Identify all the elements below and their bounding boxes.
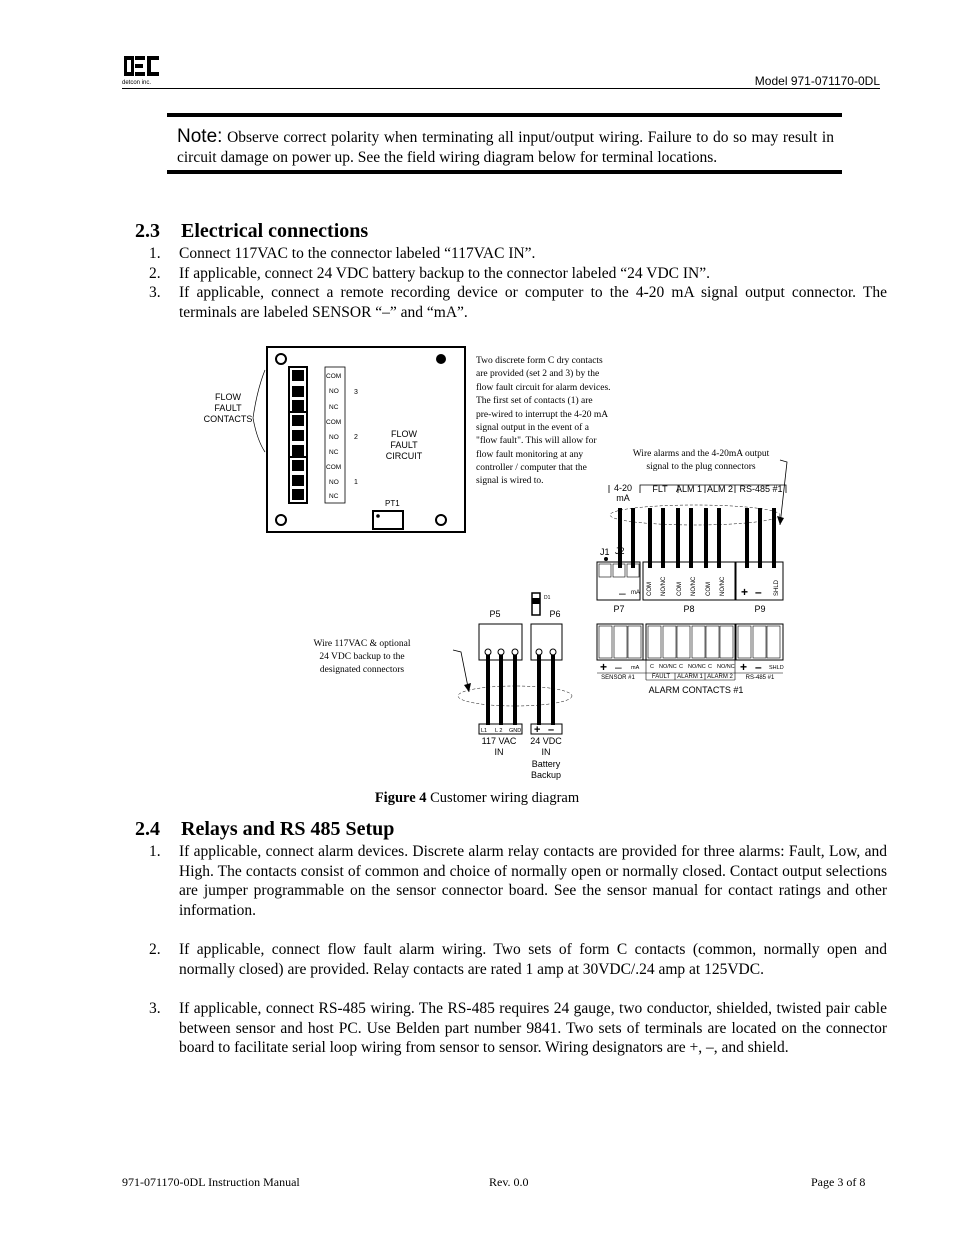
svg-text:L 2: L 2: [495, 728, 503, 734]
svg-text:COM: COM: [677, 582, 683, 596]
list-item: 1. If applicable, connect alarm devices. Discrete alarm relay contacts are provided for three alarms: Fault, Low, and High. The contacts consist of common and choice of normally open or normally closed. Contact output selections are jumper programmable on the sensor connector board. See the sensor manual for contact ratings and other information.: [149, 843, 887, 919]
circuit-label: CIRCUIT: [385, 451, 423, 461]
svg-text:C: C: [708, 664, 712, 670]
relay-steps: [135, 842, 887, 1058]
svg-text:–: –: [755, 585, 762, 599]
svg-text:The first set of contacts (1): The first set of contacts (1) are: [476, 396, 593, 406]
p9-label: P9: [754, 604, 766, 614]
pin-label: NO: [329, 388, 339, 395]
svg-text:D1: D1: [544, 595, 551, 601]
svg-text:Wire 117VAC & optional: Wire 117VAC & optional: [313, 639, 411, 649]
svg-text:IN: IN: [541, 747, 551, 757]
wiring-diagram: [195, 340, 795, 785]
svg-text:pre-wired to interrupt the 4-2: pre-wired to interrupt the 4-20 mA: [476, 410, 609, 420]
svg-text:designated connectors: designated connectors: [319, 665, 405, 675]
header-divider: [122, 88, 880, 89]
pin-label: NC: [329, 493, 339, 500]
svg-text:Battery: Battery: [531, 759, 561, 769]
svg-text:C: C: [679, 664, 683, 670]
svg-text:+: +: [600, 660, 608, 674]
figure-caption: Figure 4 Customer wiring diagram: [374, 790, 580, 806]
svg-text:L1: L1: [481, 728, 488, 734]
section-heading-2-4: 2.4 Relays and RS 485 Setup: [135, 818, 395, 840]
footer-manual: 971-071170-0DL Instruction Manual: [122, 1175, 300, 1189]
svg-text:4-20: 4-20: [613, 483, 633, 493]
svg-text:24 VDC backup to the: 24 VDC backup to the: [319, 652, 405, 662]
list-item: 1. Connect 117VAC to the connector labeled “117VAC IN”.: [149, 245, 536, 262]
svg-text:mA: mA: [631, 590, 640, 596]
svg-text:mA: mA: [631, 665, 640, 671]
svg-text:FAULT: FAULT: [651, 674, 671, 680]
j1-label: J1: [600, 547, 610, 557]
svg-text:–: –: [619, 586, 626, 600]
svg-text:are provided (set 2 and 3) by: are provided (set 2 and 3) by the: [476, 369, 600, 379]
list-item: 2. If applicable, connect 24 VDC battery backup to the connector labeled “24 VDC IN”.: [149, 264, 710, 282]
svg-text:NO/NC: NO/NC: [688, 664, 706, 670]
svg-text:+: +: [741, 585, 749, 599]
circuit-label: FAULT: [390, 440, 418, 450]
p8-label: P8: [683, 604, 695, 614]
contacts-label: FAULT: [214, 403, 242, 413]
svg-text:ALM 1: ALM 1: [675, 484, 703, 494]
svg-text:NO/NC: NO/NC: [717, 664, 735, 670]
note-text: Observe correct polarity when terminating all input/output wiring. Failure to do so may result in circuit damage on power up. See the field wiring diagram below for terminal locations.: [177, 129, 834, 166]
svg-text:Two discrete form C dry contac: Two discrete form C dry contacts: [476, 356, 603, 366]
svg-text:+: +: [534, 724, 541, 736]
list-item: 3. If applicable, connect RS-485 wiring. The RS-485 requires 24 gauge, two conductor, shielded, twisted pair cable between sensor and host PC. Use Belden part number 9841. Two sets of terminals are located on the connector board to facilitate serial loop wiring from sensor to sensor. Wiring designators are +, –, and shield.: [149, 1000, 887, 1056]
note-box: [167, 113, 842, 174]
svg-text:C: C: [650, 664, 654, 670]
svg-text:GND: GND: [509, 728, 522, 734]
svg-text:NO/NC: NO/NC: [691, 576, 697, 596]
contacts-label: CONTACTS: [203, 414, 253, 424]
set-number: 1: [354, 479, 358, 486]
pin-label: COM: [326, 419, 342, 426]
footer-page-number: Page 3 of 8: [811, 1175, 866, 1189]
svg-text:ALARM 1: ALARM 1: [677, 674, 703, 680]
svg-text:flow fault monitoring at any: flow fault monitoring at any: [476, 450, 584, 460]
svg-text:RS-485 #1: RS-485 #1: [739, 484, 783, 494]
set-number: 2: [354, 434, 358, 441]
pin-label: NC: [329, 404, 339, 411]
svg-text:+: +: [740, 660, 748, 674]
detcon-logo: [122, 54, 162, 86]
p7-label: P7: [613, 604, 625, 614]
set-number: 3: [354, 389, 358, 396]
footer-revision: Rev. 0.0: [489, 1175, 529, 1189]
contacts-label: FLOW: [215, 392, 241, 402]
svg-text:NO/NC: NO/NC: [661, 576, 667, 596]
svg-text:ALM 2: ALM 2: [706, 484, 734, 494]
svg-text:IN: IN: [494, 747, 504, 757]
svg-text:COM: COM: [706, 582, 712, 596]
j2-label: J2: [615, 546, 625, 556]
svg-text:signal is wired to.: signal is wired to.: [476, 476, 544, 486]
list-item: 3. If applicable, connect a remote recording device or computer to the 4-20 mA signal output connector. The terminals are labeled SENSOR “–” and “mA”.: [149, 284, 887, 321]
svg-text:signal output in the event of: signal output in the event of a: [476, 423, 589, 433]
svg-text:–: –: [615, 660, 622, 674]
svg-text:–: –: [548, 724, 555, 736]
electrical-steps: [135, 244, 887, 322]
svg-text:controller / computer that the: controller / computer that the: [476, 463, 587, 473]
svg-text:FLT: FLT: [652, 484, 668, 494]
svg-text:signal to the plug connectors: signal to the plug connectors: [646, 462, 756, 472]
svg-text:–: –: [755, 660, 762, 674]
p5-label: P5: [489, 609, 501, 619]
svg-text:NO/NC: NO/NC: [720, 576, 726, 596]
svg-text:24 VDC: 24 VDC: [530, 736, 562, 746]
svg-text:flow fault circuit for alarm d: flow fault circuit for alarm devices.: [476, 383, 611, 393]
svg-text:NO/NC: NO/NC: [659, 664, 677, 670]
pin-label: COM: [326, 464, 342, 471]
svg-text:ALARM 2: ALARM 2: [707, 674, 733, 680]
svg-text:COM: COM: [647, 582, 653, 596]
pin-label: NO: [329, 479, 339, 486]
model-number: Model 971-071170-0DL: [754, 74, 880, 88]
p6-label: P6: [549, 609, 561, 619]
pin-label: NO: [329, 434, 339, 441]
pt1-label: PT1: [385, 499, 400, 508]
svg-text:117 VAC: 117 VAC: [481, 736, 517, 746]
pin-label: COM: [326, 373, 342, 380]
svg-text:"flow fault". This will allow: "flow fault". This will allow for: [476, 436, 597, 446]
svg-text:SHLD: SHLD: [774, 579, 780, 596]
svg-text:SHLD: SHLD: [769, 665, 784, 671]
svg-text:RS-485 #1: RS-485 #1: [745, 675, 775, 681]
svg-text:mA: mA: [616, 493, 630, 503]
svg-text:SENSOR #1: SENSOR #1: [601, 675, 635, 681]
list-item: 2. If applicable, connect flow fault alarm wiring. Two sets of form C contacts (common, normally open and normally closed) are provided. Relay contacts are rated 1 amp at 30VDC/.24 amp at 125VDC.: [149, 941, 887, 978]
svg-text:Backup: Backup: [530, 770, 562, 780]
svg-text:Wire alarms and the 4-20mA out: Wire alarms and the 4-20mA output: [632, 449, 770, 459]
note-label: Note:: [177, 126, 223, 147]
circuit-label: FLOW: [391, 429, 417, 439]
section-heading-2-3: 2.3 Electrical connections: [135, 220, 369, 242]
logo-text: detcon inc.: [122, 80, 152, 86]
pin-label: NC: [329, 449, 339, 456]
alarm-contacts-label: ALARM CONTACTS #1: [648, 685, 744, 695]
